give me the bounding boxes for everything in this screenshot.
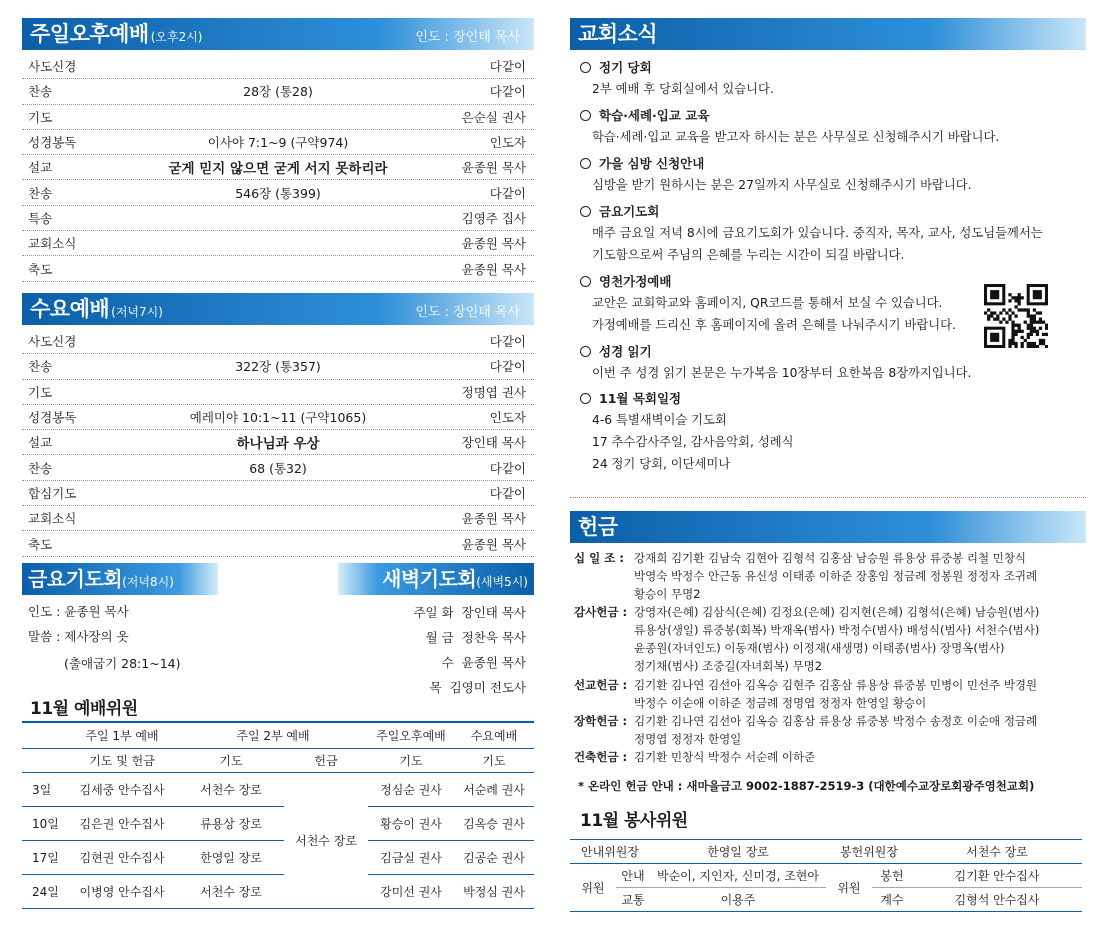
order-person: 윤종원 목사 [461, 160, 526, 176]
order-label: 교회소식 [28, 511, 77, 527]
order-label: 사도신경 [28, 59, 77, 75]
table-row [570, 840, 1082, 864]
service-cell: 계수 [880, 893, 904, 907]
order-content: 322장 (통357) [235, 359, 321, 375]
worship-cell: 황승이 권사 [380, 816, 442, 831]
worship-subhead: 기도 및 헌금 [89, 753, 155, 768]
dawn-line [346, 650, 526, 675]
table-row [570, 864, 1082, 888]
order-label: 특송 [28, 210, 53, 226]
order-label: 설교 [28, 160, 53, 176]
service-cell: 위원 [581, 881, 605, 895]
order-label: 축도 [28, 261, 53, 277]
dawn-days: 수 [441, 655, 454, 670]
news-item [580, 387, 1080, 475]
order-content: 28장 (통28) [243, 84, 313, 100]
news-divider [570, 497, 1086, 498]
worship-cell: 정심순 권사 [380, 782, 442, 797]
news-item-body: 매주 금요일 저녁 8시에 금요기도회가 있습니다. 중직자, 목자, 교사, 성도님들께서는 [592, 226, 1043, 240]
offering-row [574, 748, 1084, 766]
news-item-body: 기도함으로써 주님의 은혜를 누리는 시간이 되길 바랍니다. [592, 248, 905, 262]
dawn-header [338, 563, 534, 595]
order-row [22, 506, 534, 531]
worship-cell: 박정심 권사 [463, 884, 525, 899]
offering-row [574, 676, 1084, 712]
worship-head: 주일오후예배 [376, 729, 446, 744]
worship-date: 10일 [32, 816, 59, 831]
service-cell: 봉헌 [880, 869, 904, 883]
order-label: 합심기도 [28, 485, 77, 501]
dawn-days: 월 금 [425, 630, 454, 645]
service-cell: 김형석 안수집사 [954, 893, 1040, 907]
table-row [22, 772, 534, 806]
offering-names: 정명엽 정정자 한영일 [634, 732, 742, 746]
offering-names: 김기환 민창식 박정수 서순례 이하준 [634, 750, 816, 764]
dawn-leaders [346, 600, 526, 700]
offering-row [574, 603, 1084, 675]
order-row [22, 206, 534, 231]
news-item-title: 학습·세례·입교 교육 [599, 108, 710, 123]
worship-cell: 김금실 권사 [380, 850, 442, 865]
service-cell: 박순이, 지인자, 신미경, 조현아 [657, 869, 819, 883]
dawn-name: 장인태 목사 [461, 605, 526, 620]
table-row [22, 806, 534, 840]
order-content: 68 (통32) [249, 460, 307, 476]
offering-names: 박영숙 박정수 안근동 유신성 이태종 이하준 장홍임 정금례 정봉원 정정자 조귀례 [634, 569, 1038, 583]
dawn-line [346, 675, 526, 700]
offering-title: 헌금 [578, 515, 618, 539]
order-person: 다같이 [489, 460, 526, 476]
online-offering-info: * 온라인 헌금 안내 : 새마을금고 9002-1887-2519-3 (대한예수교장로회광주영천교회) [578, 779, 1035, 793]
service-staff-title: 11월 봉사위원 [580, 811, 688, 831]
order-label: 설교 [28, 435, 53, 451]
worship-subhead: 기도 [219, 753, 243, 768]
order-person: 윤종원 목사 [461, 536, 526, 552]
dawn-name: 정찬욱 목사 [461, 630, 526, 645]
worship-cell: 김옥승 권사 [463, 816, 525, 831]
worship-cell: 김현권 안수집사 [79, 850, 165, 865]
circle-bullet-icon [580, 158, 591, 169]
order-person: 김영주 집사 [461, 210, 526, 226]
sunday-pm-title: 주일오후예배 [30, 22, 149, 46]
wednesday-header [22, 293, 534, 325]
order-label: 찬송 [28, 460, 53, 476]
worship-cell: 이병영 안수집사 [79, 884, 165, 899]
sunday-pm-header [22, 18, 534, 50]
service-cell: 이용주 [720, 893, 756, 907]
offering-names: 윤종원(자녀인도) 이동재(범사) 이정재(새생명) 이태종(범사) 장명옥(범사) [634, 641, 1005, 655]
order-row [22, 430, 534, 455]
news-item-body: 학습·세례·입교 교육을 받고자 하시는 분은 사무실로 신청해주시기 바랍니다. [592, 130, 1000, 144]
offering-names: 류용상(생일) 류중봉(회복) 박재옥(범사) 박정수(범사) 배성식(범사) 서천수(범사) [634, 623, 1040, 637]
news-item-body: 17 추수감사주일, 감사음악회, 성례식 [592, 435, 794, 449]
news-item-body: 4-6 특별새벽이슬 기도회 [592, 413, 727, 427]
friday-header [22, 563, 218, 595]
order-label: 성경봉독 [28, 410, 77, 426]
order-row [22, 405, 534, 430]
worship-cell: 서천수 장로 [200, 884, 262, 899]
order-row [22, 531, 534, 556]
news-item-title: 금요기도회 [599, 204, 660, 219]
offering-names: 김기환 김나연 김선아 김옥승 김현주 김홍삼 류용상 류중봉 민병이 민선주 박경원 [634, 678, 1038, 692]
order-person: 윤종원 목사 [461, 261, 526, 277]
news-title: 교회소식 [578, 22, 658, 46]
news-item-body: 교안은 교회학교와 홈페이지, QR코드를 통해서 보실 수 있습니다. [592, 296, 943, 310]
worship-cell: 서천수 장로 [200, 782, 262, 797]
news-item [580, 104, 1080, 148]
friday-title: 금요기도회 [28, 567, 123, 591]
dawn-line [346, 600, 526, 625]
news-item-title: 영천가정예배 [599, 274, 672, 289]
offering-label: 장학헌금 : [574, 714, 628, 728]
wednesday-leader: 인도 : 장인태 목사 [415, 305, 520, 320]
dawn-days: 주일 화 [413, 605, 454, 620]
worship-staff-rule [22, 721, 534, 723]
order-label: 교회소식 [28, 236, 77, 252]
friday-time: (저녁8시) [122, 575, 174, 589]
offering-label: 십 일 조 : [574, 551, 624, 565]
order-label: 찬송 [28, 185, 53, 201]
dawn-title: 새벽기도회 [382, 567, 477, 591]
worship-cell: 강미선 권사 [380, 884, 442, 899]
friday-leader: 인도 : 윤종원 목사 [28, 604, 129, 619]
dawn-name: 김영미 전도사 [449, 680, 526, 695]
offering-names: 김기환 김나연 김선아 김옥승 김홍삼 류용상 류중봉 박정수 송정호 이순애 정금례 [634, 714, 1038, 728]
news-item-title: 가을 심방 신청안내 [599, 156, 705, 171]
order-row [22, 481, 534, 506]
order-person: 윤종원 목사 [461, 511, 526, 527]
offering-header [570, 511, 1086, 543]
order-row [22, 231, 534, 256]
worship-cell: 서순례 권사 [463, 782, 525, 797]
news-item-title: 11월 목회일정 [599, 391, 682, 406]
news-item-body: 2부 예배 후 당회실에서 있습니다. [592, 82, 774, 96]
order-label: 사도신경 [28, 334, 77, 350]
order-person: 인도자 [489, 135, 526, 151]
worship-offering-all: 서천수 장로 [295, 833, 357, 848]
order-label: 축도 [28, 536, 53, 552]
order-person: 인도자 [489, 410, 526, 426]
dawn-time: (새벽5시) [476, 575, 528, 589]
order-person: 다같이 [489, 84, 526, 100]
service-cell: 서천수 장로 [966, 845, 1028, 859]
worship-staff-table [22, 724, 534, 909]
order-person: 다같이 [489, 334, 526, 350]
service-staff-table [570, 839, 1082, 912]
offering-label: 건축헌금 : [574, 750, 628, 764]
service-cell: 봉헌위원장 [840, 845, 898, 859]
order-row [22, 105, 534, 130]
order-content: 이사야 7:1~9 (구약974) [207, 135, 349, 151]
order-label: 기도 [28, 109, 53, 125]
order-row [22, 354, 534, 379]
service-cell: 한영일 장로 [707, 845, 769, 859]
order-label: 찬송 [28, 84, 53, 100]
friday-passage: (출애굽기 28:1~14) [64, 656, 181, 671]
service-cell: 교통 [621, 893, 645, 907]
worship-head: 주일 1부 예배 [85, 729, 159, 744]
service-cell: 김기환 안수집사 [954, 869, 1040, 883]
order-person: 장인태 목사 [461, 435, 526, 451]
worship-date: 3일 [32, 782, 52, 797]
worship-subhead: 기도 [482, 753, 506, 768]
order-person: 정명엽 권사 [461, 384, 526, 400]
news-item [580, 152, 1080, 196]
circle-bullet-icon [580, 393, 591, 404]
news-item-title: 정기 당회 [599, 60, 652, 75]
news-item [580, 200, 1080, 266]
news-item [580, 56, 1080, 100]
order-row [22, 130, 534, 155]
worship-date: 17일 [32, 850, 59, 865]
offering-names: 황승이 무명2 [634, 587, 701, 601]
order-row [22, 79, 534, 104]
offering-label: 선교헌금 : [574, 678, 628, 692]
order-content: 예레미야 10:1~11 (구약1065) [189, 410, 367, 426]
order-person: 다같이 [489, 359, 526, 375]
table-row [22, 874, 534, 908]
sunday-pm-order [22, 54, 534, 282]
wednesday-time: (저녁7시) [111, 305, 163, 319]
order-content: 546장 (통399) [235, 185, 321, 201]
worship-head: 주일 2부 예배 [236, 729, 310, 744]
news-item-body: 24 정기 당회, 이단세미나 [592, 457, 731, 471]
offering-names: 박정수 이순애 이하준 정금례 정명엽 정정자 한영일 황승이 [634, 696, 927, 710]
order-person: 은순실 권사 [461, 109, 526, 125]
worship-cell: 김은권 안수집사 [79, 816, 165, 831]
worship-cell: 김세중 안수집사 [79, 782, 165, 797]
worship-cell: 김공순 권사 [463, 850, 525, 865]
circle-bullet-icon [580, 206, 591, 217]
friday-message: 말씀 : 제사장의 옷 [28, 629, 129, 644]
worship-date: 24일 [32, 884, 59, 899]
order-label: 찬송 [28, 359, 53, 375]
order-row [22, 180, 534, 205]
service-cell: 안내 [621, 869, 645, 883]
worship-cell: 한영일 장로 [200, 850, 262, 865]
dawn-days: 목 [429, 680, 442, 695]
order-row [22, 54, 534, 79]
wednesday-title: 수요예배 [30, 297, 110, 321]
worship-subhead: 헌금 [314, 753, 338, 768]
order-person: 다같이 [489, 185, 526, 201]
offering-row [574, 549, 1084, 603]
circle-bullet-icon [580, 110, 591, 121]
worship-subhead: 기도 [399, 753, 423, 768]
order-person: 윤종원 목사 [461, 236, 526, 252]
circle-bullet-icon [580, 62, 591, 73]
worship-staff-title: 11월 예배위원 [30, 699, 138, 719]
service-cell: 안내위원장 [581, 845, 639, 859]
sunday-pm-leader: 인도 : 장인태 목사 [415, 30, 520, 45]
offering-names: 정기채(범사) 조중길(자녀회복) 무명2 [634, 659, 823, 673]
worship-head: 수요예배 [470, 729, 518, 744]
order-row [22, 380, 534, 405]
offering-names: 강재희 김기환 김남숙 김현아 김형석 김홍삼 남승원 류용상 류중봉 리철 민창식 [634, 551, 1027, 565]
news-item-body: 이번 주 성경 읽기 본문은 누가복음 10장부터 요한복음 8장까지입니다. [592, 366, 972, 380]
order-person: 다같이 [489, 485, 526, 501]
worship-cell: 류용상 장로 [200, 816, 262, 831]
offering-label: 감사헌금 : [574, 605, 628, 619]
dawn-name: 윤종원 목사 [461, 655, 526, 670]
order-label: 성경봉독 [28, 135, 77, 151]
order-row [22, 329, 534, 354]
order-content: 굳게 믿지 않으면 굳게 서지 못하리라 [168, 161, 388, 178]
order-row [22, 256, 534, 281]
dawn-line [346, 625, 526, 650]
qr-code-icon[interactable] [984, 284, 1048, 348]
order-person: 다같이 [489, 59, 526, 75]
circle-bullet-icon [580, 346, 591, 357]
sunday-pm-time: (오후2시) [150, 30, 203, 44]
news-item-body: 가정예배를 드리신 후 홈페이지에 올려 은혜를 나눠주시기 바랍니다. [592, 318, 956, 332]
order-row [22, 155, 534, 180]
news-header [570, 18, 1086, 50]
wednesday-order [22, 329, 534, 557]
offering-names: 강영자(은혜) 김삼식(은혜) 김정요(은혜) 김지현(은혜) 김형석(은혜) 남승원(범사) [634, 605, 1040, 619]
order-content: 하나님과 우상 [236, 436, 320, 453]
table-row [22, 840, 534, 874]
order-row [22, 455, 534, 480]
service-cell: 위원 [837, 881, 861, 895]
offering-row [574, 712, 1084, 748]
news-item-body: 심방을 받기 원하시는 분은 27일까지 사무실로 신청해주시기 바랍니다. [592, 178, 972, 192]
order-label: 기도 [28, 384, 53, 400]
circle-bullet-icon [580, 276, 591, 287]
news-item-title: 성경 읽기 [599, 344, 652, 359]
news-item [580, 340, 1080, 384]
